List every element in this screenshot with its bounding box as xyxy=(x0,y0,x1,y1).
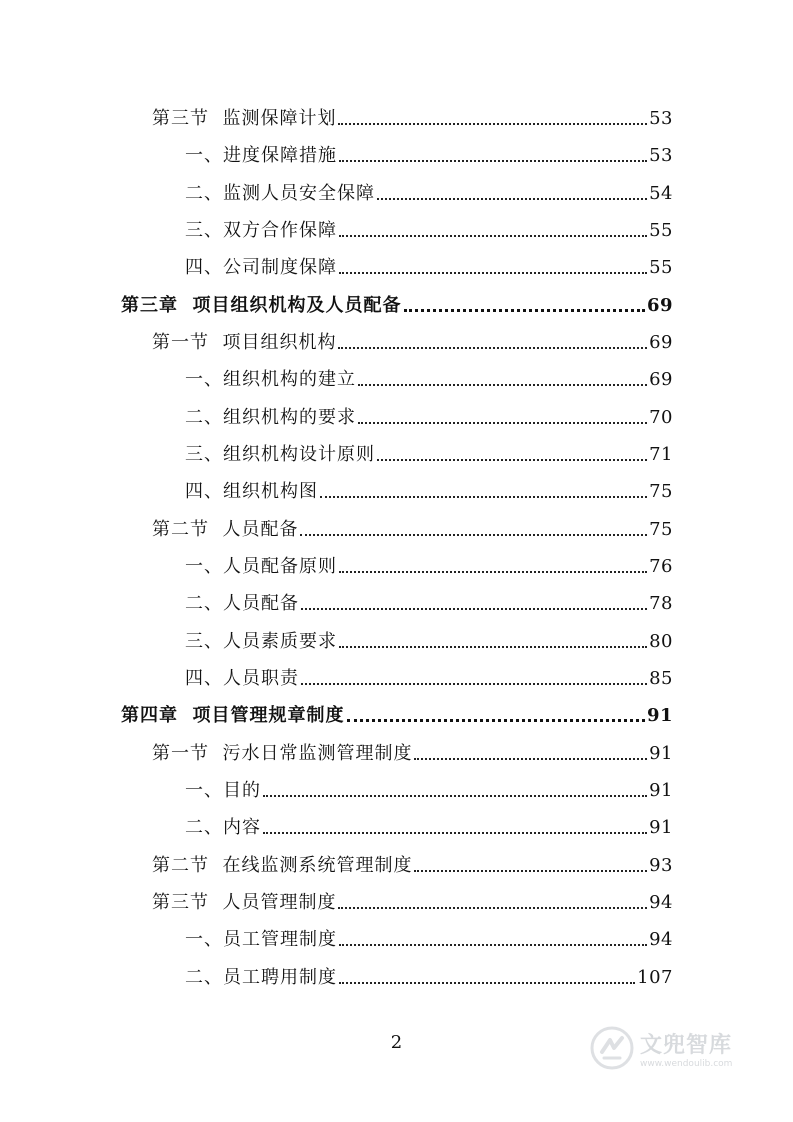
toc-entry-label: 三、双方合作保障 xyxy=(185,220,337,241)
page-number: 2 xyxy=(390,1032,403,1053)
toc-entry[interactable] xyxy=(152,741,673,767)
dot-leader xyxy=(414,758,647,760)
toc-entry[interactable] xyxy=(185,255,673,281)
toc-entry-label: 四、公司制度保障 xyxy=(185,257,337,278)
toc-entry-label: 一、目的 xyxy=(185,780,261,801)
toc-entry-page: 71 xyxy=(649,444,673,465)
toc-entry-label: 四、人员职责 xyxy=(185,668,299,689)
toc-entry-label: 三、组织机构设计原则 xyxy=(185,444,375,465)
toc-entry-label: 第一节 项目组织机构 xyxy=(152,332,337,353)
toc-entry-page: 78 xyxy=(649,593,673,614)
toc-entry[interactable] xyxy=(152,890,673,916)
toc-entry-page: 54 xyxy=(649,183,673,204)
toc-entry-page: 55 xyxy=(649,220,673,241)
toc-entry[interactable] xyxy=(185,629,673,655)
dot-leader xyxy=(301,683,647,685)
toc-entry-page: 53 xyxy=(649,145,673,166)
toc-entry[interactable] xyxy=(185,367,673,393)
dot-leader xyxy=(263,795,647,797)
toc-entry-label: 二、监测人员安全保障 xyxy=(185,183,375,204)
toc-entry-label: 第一节 污水日常监测管理制度 xyxy=(152,743,413,764)
toc-entry-page: 76 xyxy=(649,556,673,577)
toc-entry-page: 91 xyxy=(649,743,673,764)
toc-entry-label: 二、内容 xyxy=(185,817,261,838)
watermark-title: 文兜智库 xyxy=(640,1032,733,1058)
toc-entry[interactable] xyxy=(185,143,673,169)
toc-entry-label: 一、组织机构的建立 xyxy=(185,369,356,390)
dot-leader xyxy=(358,422,647,424)
toc-entry-label: 三、人员素质要求 xyxy=(185,631,337,652)
dot-leader xyxy=(339,272,647,274)
dot-leader xyxy=(414,870,647,872)
toc-entry-page: 85 xyxy=(649,668,673,689)
watermark-text xyxy=(640,1028,732,1069)
toc-entry-page: 107 xyxy=(637,967,673,988)
toc-entry[interactable] xyxy=(185,778,673,804)
dot-leader xyxy=(339,571,647,573)
dot-leader xyxy=(339,160,647,162)
dot-leader xyxy=(377,459,647,461)
toc-entry[interactable] xyxy=(152,106,673,132)
toc-entry-page: 91 xyxy=(646,705,673,726)
toc-entry-page: 70 xyxy=(649,407,673,428)
toc-entry[interactable] xyxy=(185,405,673,431)
toc-entry-label: 第四章 项目管理规章制度 xyxy=(121,705,345,726)
toc-entry[interactable] xyxy=(152,517,673,543)
toc-entry-page: 75 xyxy=(649,481,673,502)
toc-entry-label: 一、进度保障措施 xyxy=(185,145,337,166)
dot-leader xyxy=(338,123,647,125)
dot-leader xyxy=(338,907,647,909)
toc-entry[interactable] xyxy=(185,815,673,841)
toc-entry[interactable] xyxy=(185,927,673,953)
dot-leader xyxy=(300,534,647,536)
toc-entry-page: 91 xyxy=(649,817,673,838)
watermark-logo-icon xyxy=(590,1026,634,1070)
dot-leader xyxy=(338,347,647,349)
toc-chapter-entry[interactable] xyxy=(121,703,673,729)
dot-leader xyxy=(339,944,647,946)
toc-entry-label: 第三节 人员管理制度 xyxy=(152,892,337,913)
toc-entry[interactable] xyxy=(152,853,673,879)
toc-entry-label: 一、员工管理制度 xyxy=(185,929,337,950)
toc-entry-label: 二、组织机构的要求 xyxy=(185,407,356,428)
toc-entry-label: 第二节 在线监测系统管理制度 xyxy=(152,855,413,876)
toc-entry-page: 94 xyxy=(649,929,673,950)
dot-leader xyxy=(339,646,647,648)
watermark xyxy=(590,1020,770,1076)
toc-entry[interactable] xyxy=(152,330,673,356)
toc-entry[interactable] xyxy=(185,442,673,468)
toc-entry[interactable] xyxy=(185,666,673,692)
toc-entry-label: 第二节 人员配备 xyxy=(152,519,299,540)
dot-leader xyxy=(263,832,647,834)
toc-entry-label: 二、员工聘用制度 xyxy=(185,967,337,988)
toc-entry-label: 第三章 项目组织机构及人员配备 xyxy=(121,295,402,316)
toc-entry-label: 四、组织机构图 xyxy=(185,481,318,502)
toc-entry[interactable] xyxy=(185,965,673,991)
dot-leader xyxy=(377,198,647,200)
toc-entry-page: 69 xyxy=(646,295,673,316)
dot-leader xyxy=(339,982,635,984)
toc-chapter-entry[interactable] xyxy=(121,293,673,319)
watermark-url: www.wendoulib.com xyxy=(640,1058,733,1069)
toc-entry[interactable] xyxy=(185,554,673,580)
toc-entry-page: 91 xyxy=(649,780,673,801)
toc-entry-label: 一、人员配备原则 xyxy=(185,556,337,577)
toc-entry[interactable] xyxy=(185,591,673,617)
dot-leader xyxy=(301,608,647,610)
toc-entry[interactable] xyxy=(185,181,673,207)
toc-entry-label: 二、人员配备 xyxy=(185,593,299,614)
dot-leader xyxy=(320,496,647,498)
toc-entry-page: 53 xyxy=(649,108,673,129)
toc-entry-page: 69 xyxy=(649,369,673,390)
dot-leader xyxy=(358,384,647,386)
toc-entry[interactable] xyxy=(185,479,673,505)
toc-entry-page: 69 xyxy=(649,332,673,353)
dot-leader xyxy=(339,235,647,237)
dot-leader xyxy=(347,719,645,722)
dot-leader xyxy=(404,309,645,312)
toc-entry[interactable] xyxy=(185,218,673,244)
toc-entry-page: 75 xyxy=(649,519,673,540)
toc-entry-page: 94 xyxy=(649,892,673,913)
toc-entry-page: 80 xyxy=(649,631,673,652)
toc-entry-page: 55 xyxy=(649,257,673,278)
toc-entry-label: 第三节 监测保障计划 xyxy=(152,108,337,129)
toc-entry-page: 93 xyxy=(649,855,673,876)
